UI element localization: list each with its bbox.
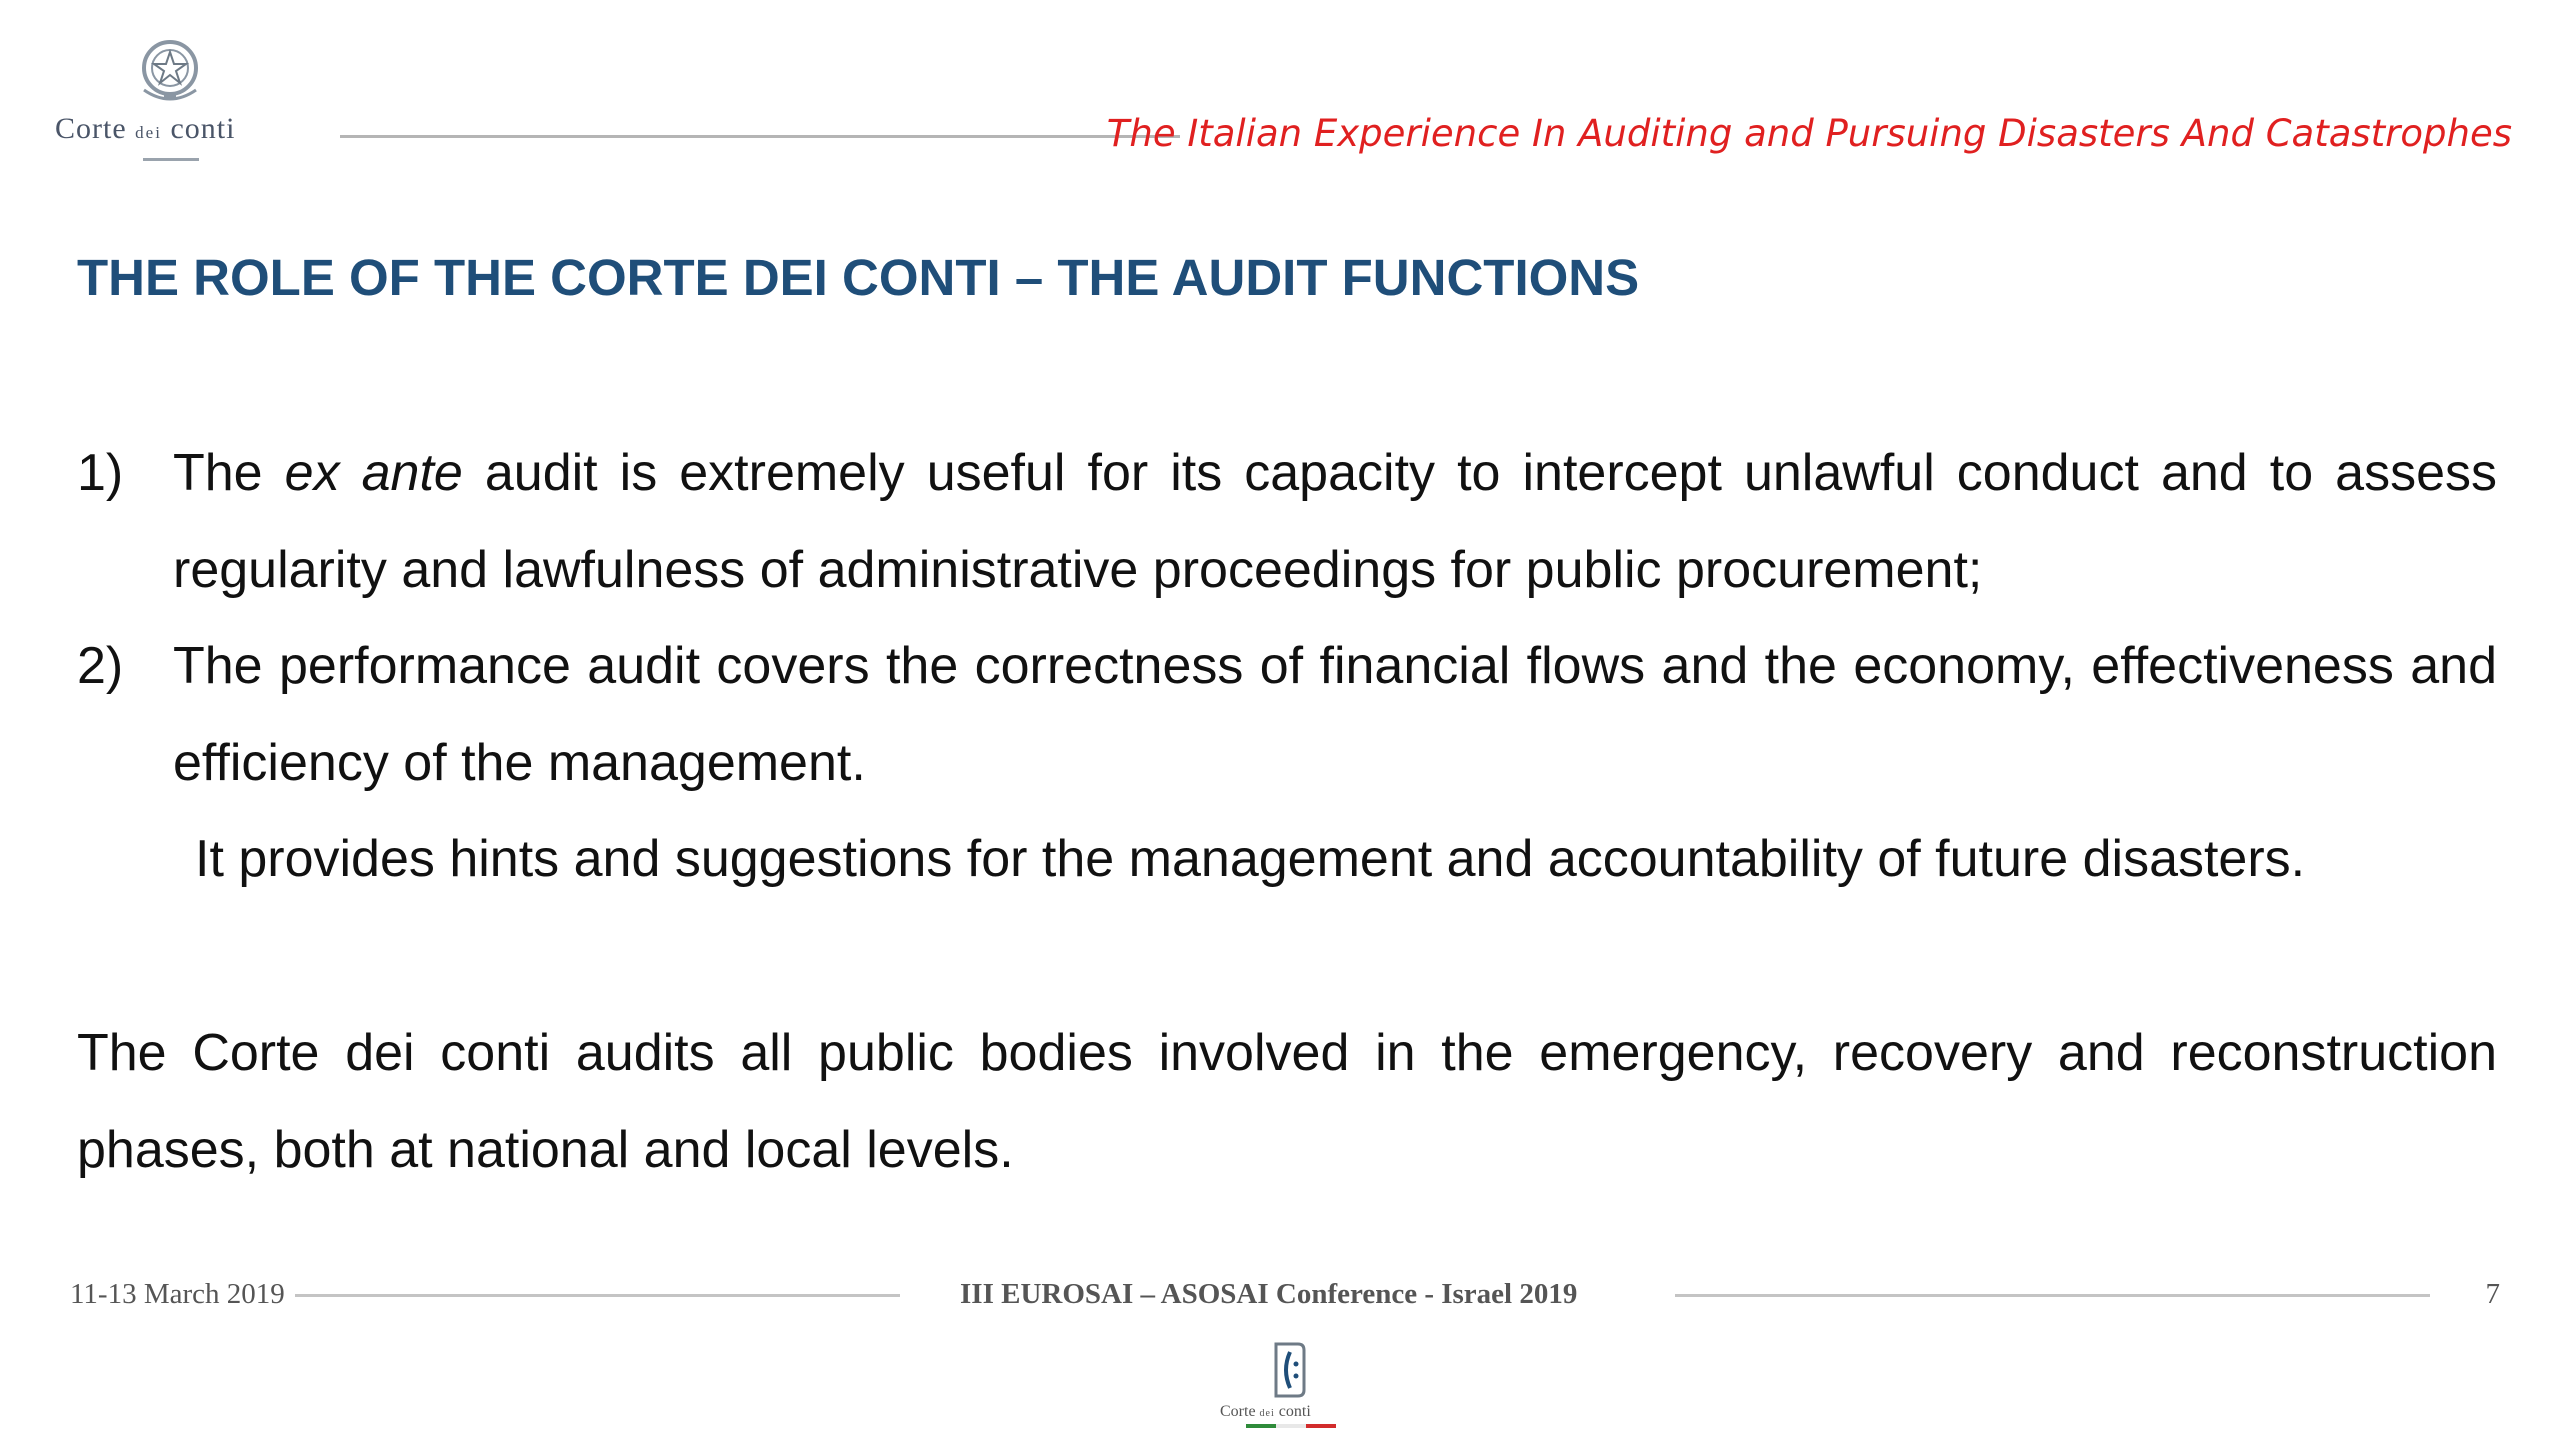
italian-emblem-icon [130,30,210,110]
page-number: 7 [2485,1278,2500,1310]
list-item-number: 2) [77,637,124,695]
list-item-text: The ex ante audit is extremely useful for its capacity to intercept unlawful conduct and to assess regularity and lawfulness of administrative proceedings for public procurement; [173,444,2497,599]
footer-conference-name: III EUROSAI – ASOSAI Conference - Israel 2019 [960,1278,1578,1310]
list-item [77,618,2497,812]
corte-dei-conti-footer-logo-icon [1268,1340,1312,1400]
list-item-number: 1) [77,444,124,502]
footer-date: 11-13 March 2019 [70,1278,285,1310]
list-item-subtext: It provides hints and suggestions for the management and accountability of future disasters. [195,830,2306,888]
footer-divider-right [1675,1294,2430,1297]
slide-title: THE ROLE OF THE CORTE DEI CONTI – THE AUDIT FUNCTIONS [77,249,1640,306]
corte-dei-conti-logo-text: Corte dei conti [55,112,236,145]
body-paragraph: The Corte dei conti audits all public bodies involved in the emergency, recovery and reconstruction phases, both at national and local levels. [77,1024,2497,1179]
italian-flag-bar [1246,1424,1336,1428]
logo-underline [143,158,199,161]
footer-divider-left [295,1294,900,1297]
list-item [77,425,2497,619]
header-divider [340,135,1180,138]
list-item-text: The performance audit covers the correctness of financial flows and the economy, effectiveness and efficiency of the management. [173,637,2497,792]
header-tagline: The Italian Experience In Auditing and Pursuing Disasters And Catastrophes [1106,112,2512,155]
footer-logo-text: Corte dei conti [1220,1403,1311,1420]
